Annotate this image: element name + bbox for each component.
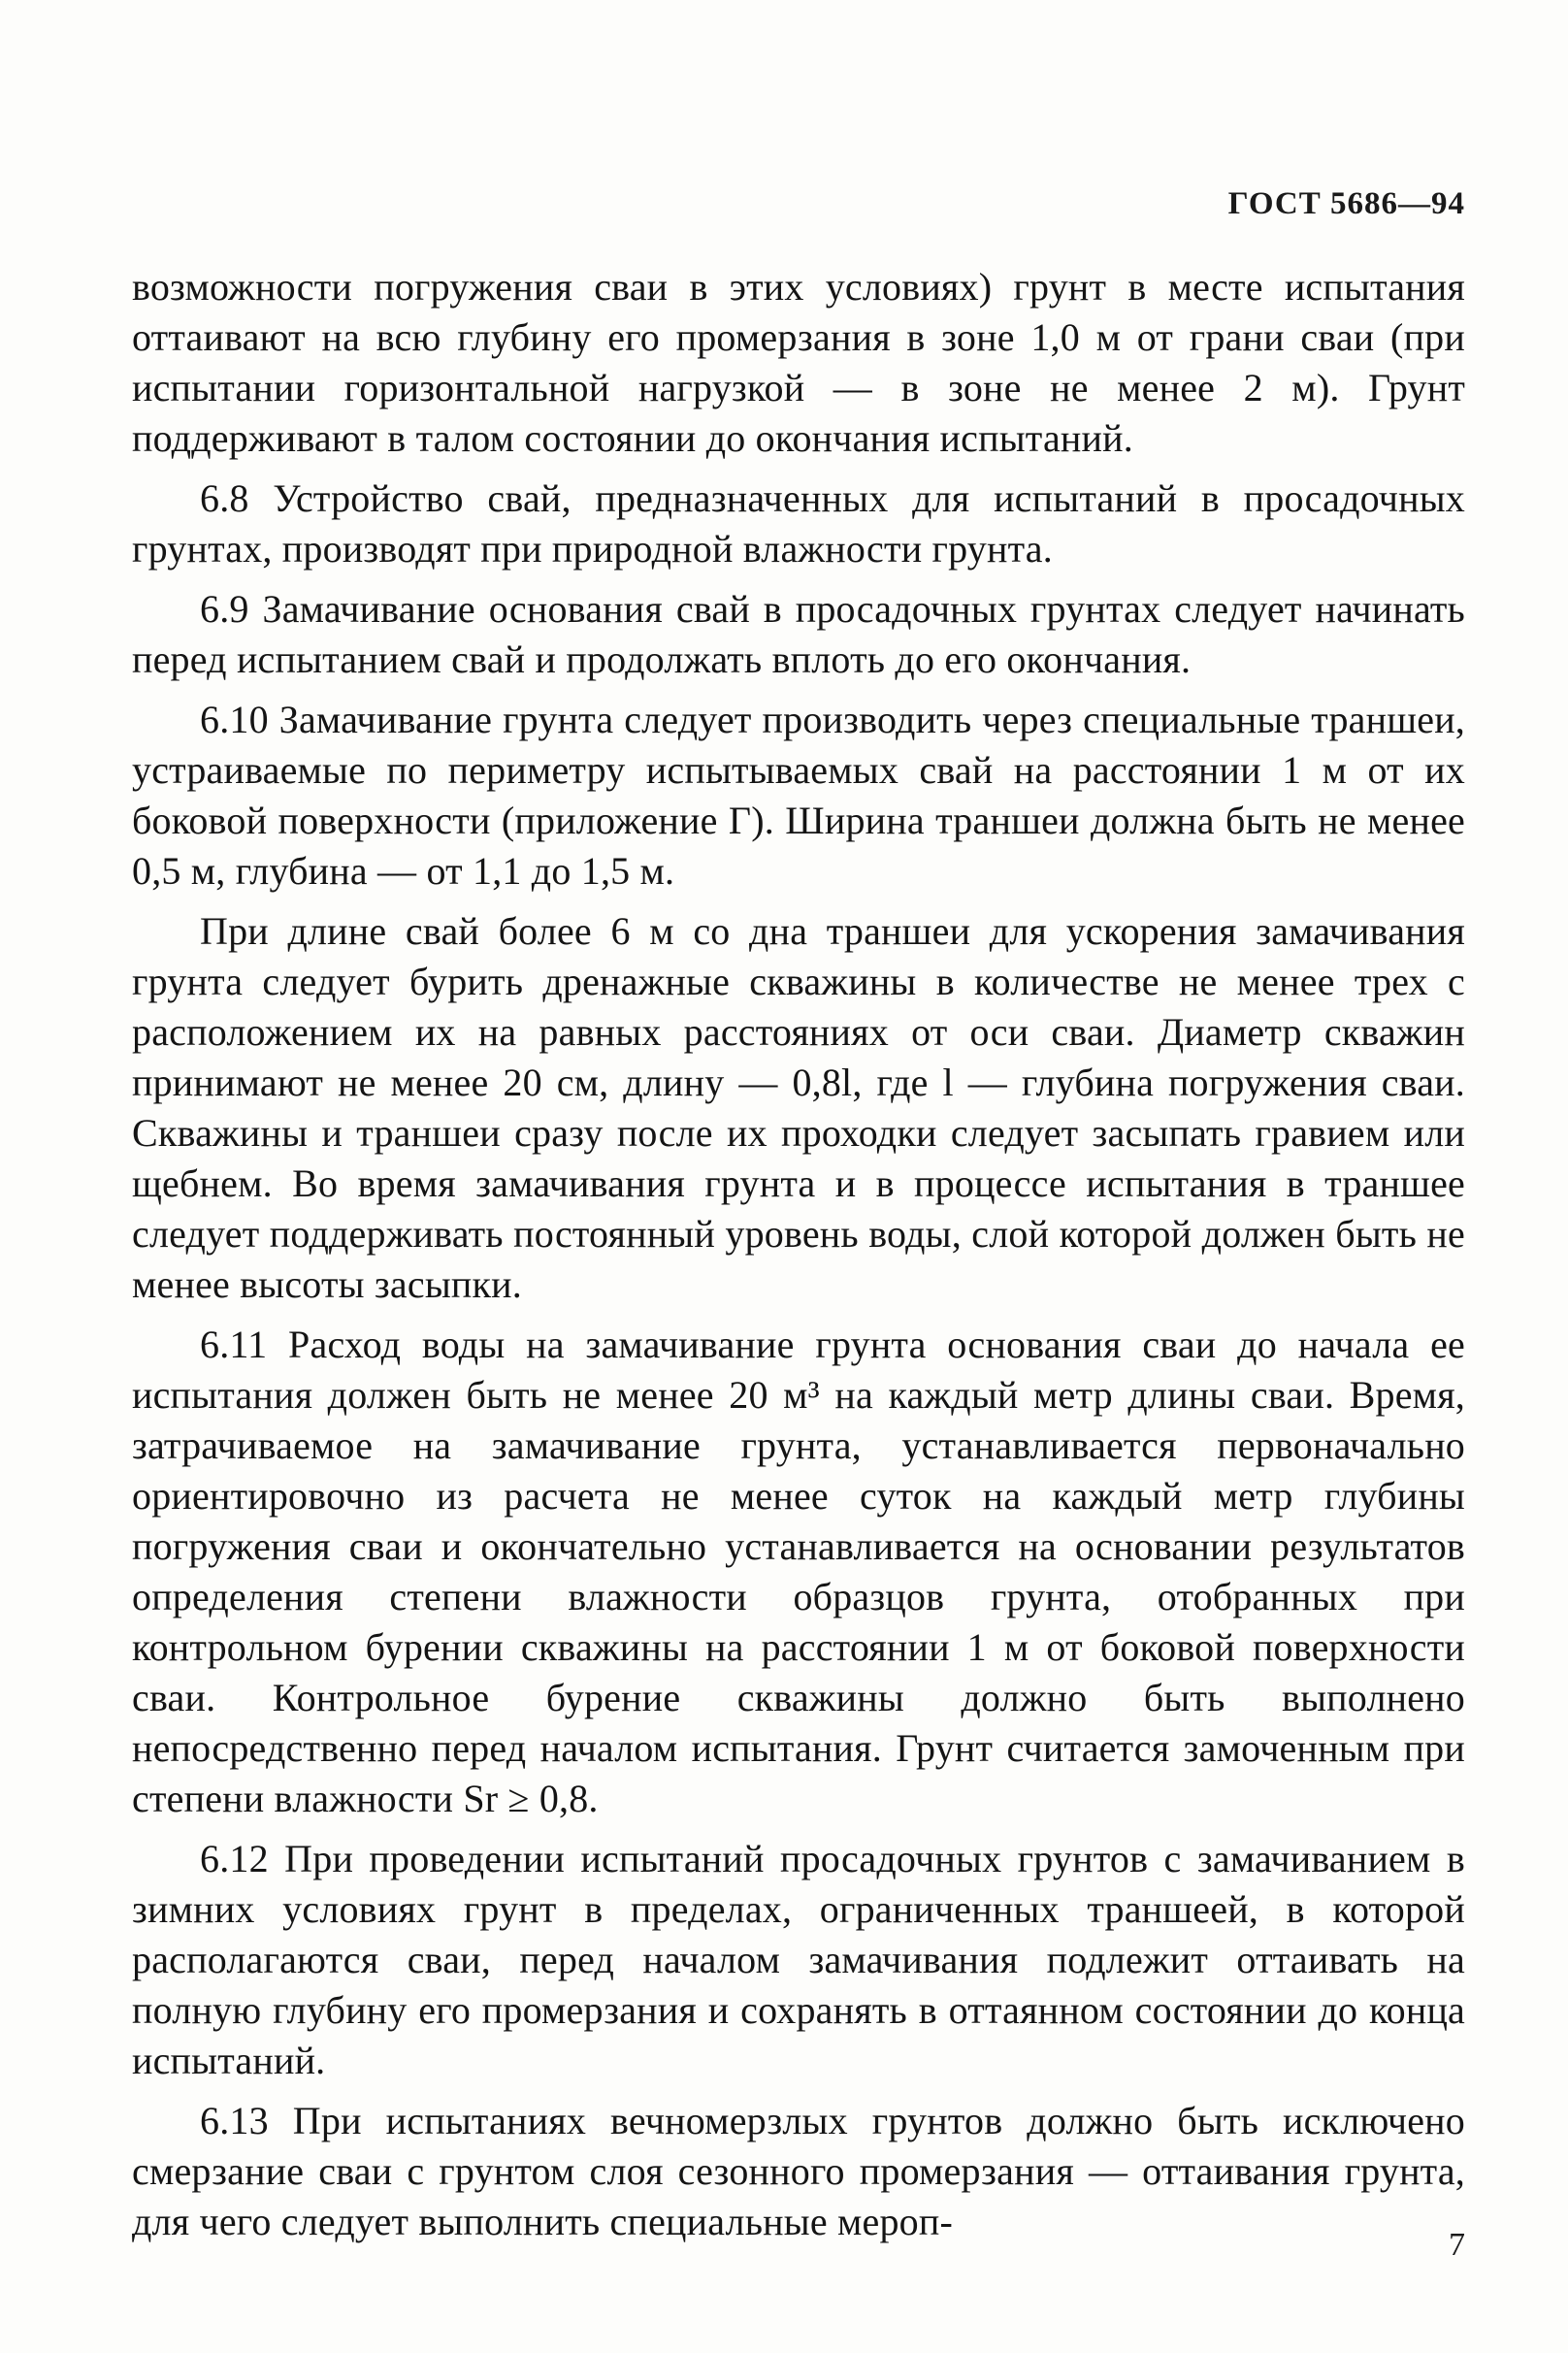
document-body: [132, 262, 1465, 2257]
paragraph-6-9: 6.9 Замачивание основания свай в просадочных грунтах следует начинать перед испытанием свай и продолжать вплоть до его окончания.: [132, 587, 1465, 681]
paragraph-6-13: 6.13 При испытаниях вечномерзлых грунтов должно быть исключено смерзание сваи с грунтом слоя сезонного промерзания — оттаивания грунта, для чего следует выполнить специальные мероп-: [132, 2099, 1465, 2243]
document-header: ГОСТ 5686—94: [1227, 186, 1465, 221]
paragraph-6-10: 6.10 Замачивание грунта следует производить через специальные траншеи, устраиваемые по периметру испытываемых свай на расстоянии 1 м от их боковой поверхности (приложение Г). Ширина траншеи должна быть не менее 0,5 м, глубина — от 1,1 до 1,5 м.: [132, 698, 1465, 893]
paragraph-6-8: 6.8 Устройство свай, предназначенных для испытаний в просадочных грунтах, производят при природной влажности грунта.: [132, 476, 1465, 571]
paragraph-6-12: 6.12 При проведении испытаний просадочных грунтов с замачиванием в зимних условиях грунт в пределах, ограниченных траншеей, в которой располагаются сваи, перед началом замачивания подлежит оттаивать на полную глубину его промерзания и сохранять в оттаянном состоянии до конца испытаний.: [132, 1837, 1465, 2082]
paragraph-6-11: 6.11 Расход воды на замачивание грунта основания сваи до начала ее испытания должен быть не менее 20 м³ на каждый метр длины сваи. Время, затрачиваемое на замачивание грунта, устанавливается первоначально ориентировочно из расчета не менее суток на каждый метр глубины погружения сваи и окончательно устанавливается на основании результатов определения степени влажности образцов грунта, отобранных при контрольном бурении скважины на расстоянии 1 м от боковой поверхности сваи. Контрольное бурение скважины должно быть выполнено непосредственно перед началом испытания. Грунт считается замоченным при степени влажности Sr ≥ 0,8.: [132, 1323, 1465, 1820]
paragraph-continuation: возможности погружения сваи в этих условиях) грунт в месте испытания оттаивают на всю глубину его промерзания в зоне 1,0 м от грани сваи (при испытании горизонтальной нагрузкой — в зоне не менее 2 м). Грунт поддерживают в талом состоянии до окончания испытаний.: [132, 265, 1465, 460]
paragraph-6-10-continued: При длине свай более 6 м со дна траншеи для ускорения замачивания грунта следует бурить дренажные скважины в количестве не менее трех с расположением их на равных расстояниях от оси сваи. Диаметр скважин принимают не менее 20 см, длину — 0,8l, где l — глубина погружения сваи. Скважины и траншеи сразу после их проходки следует засыпать гравием или щебнем. Во время замачивания грунта и в процессе испытания в траншее следует поддерживать постоянный уровень воды, слой которой должен быть не менее высоты засыпки.: [132, 909, 1465, 1306]
page-number: 7: [1449, 2227, 1465, 2263]
